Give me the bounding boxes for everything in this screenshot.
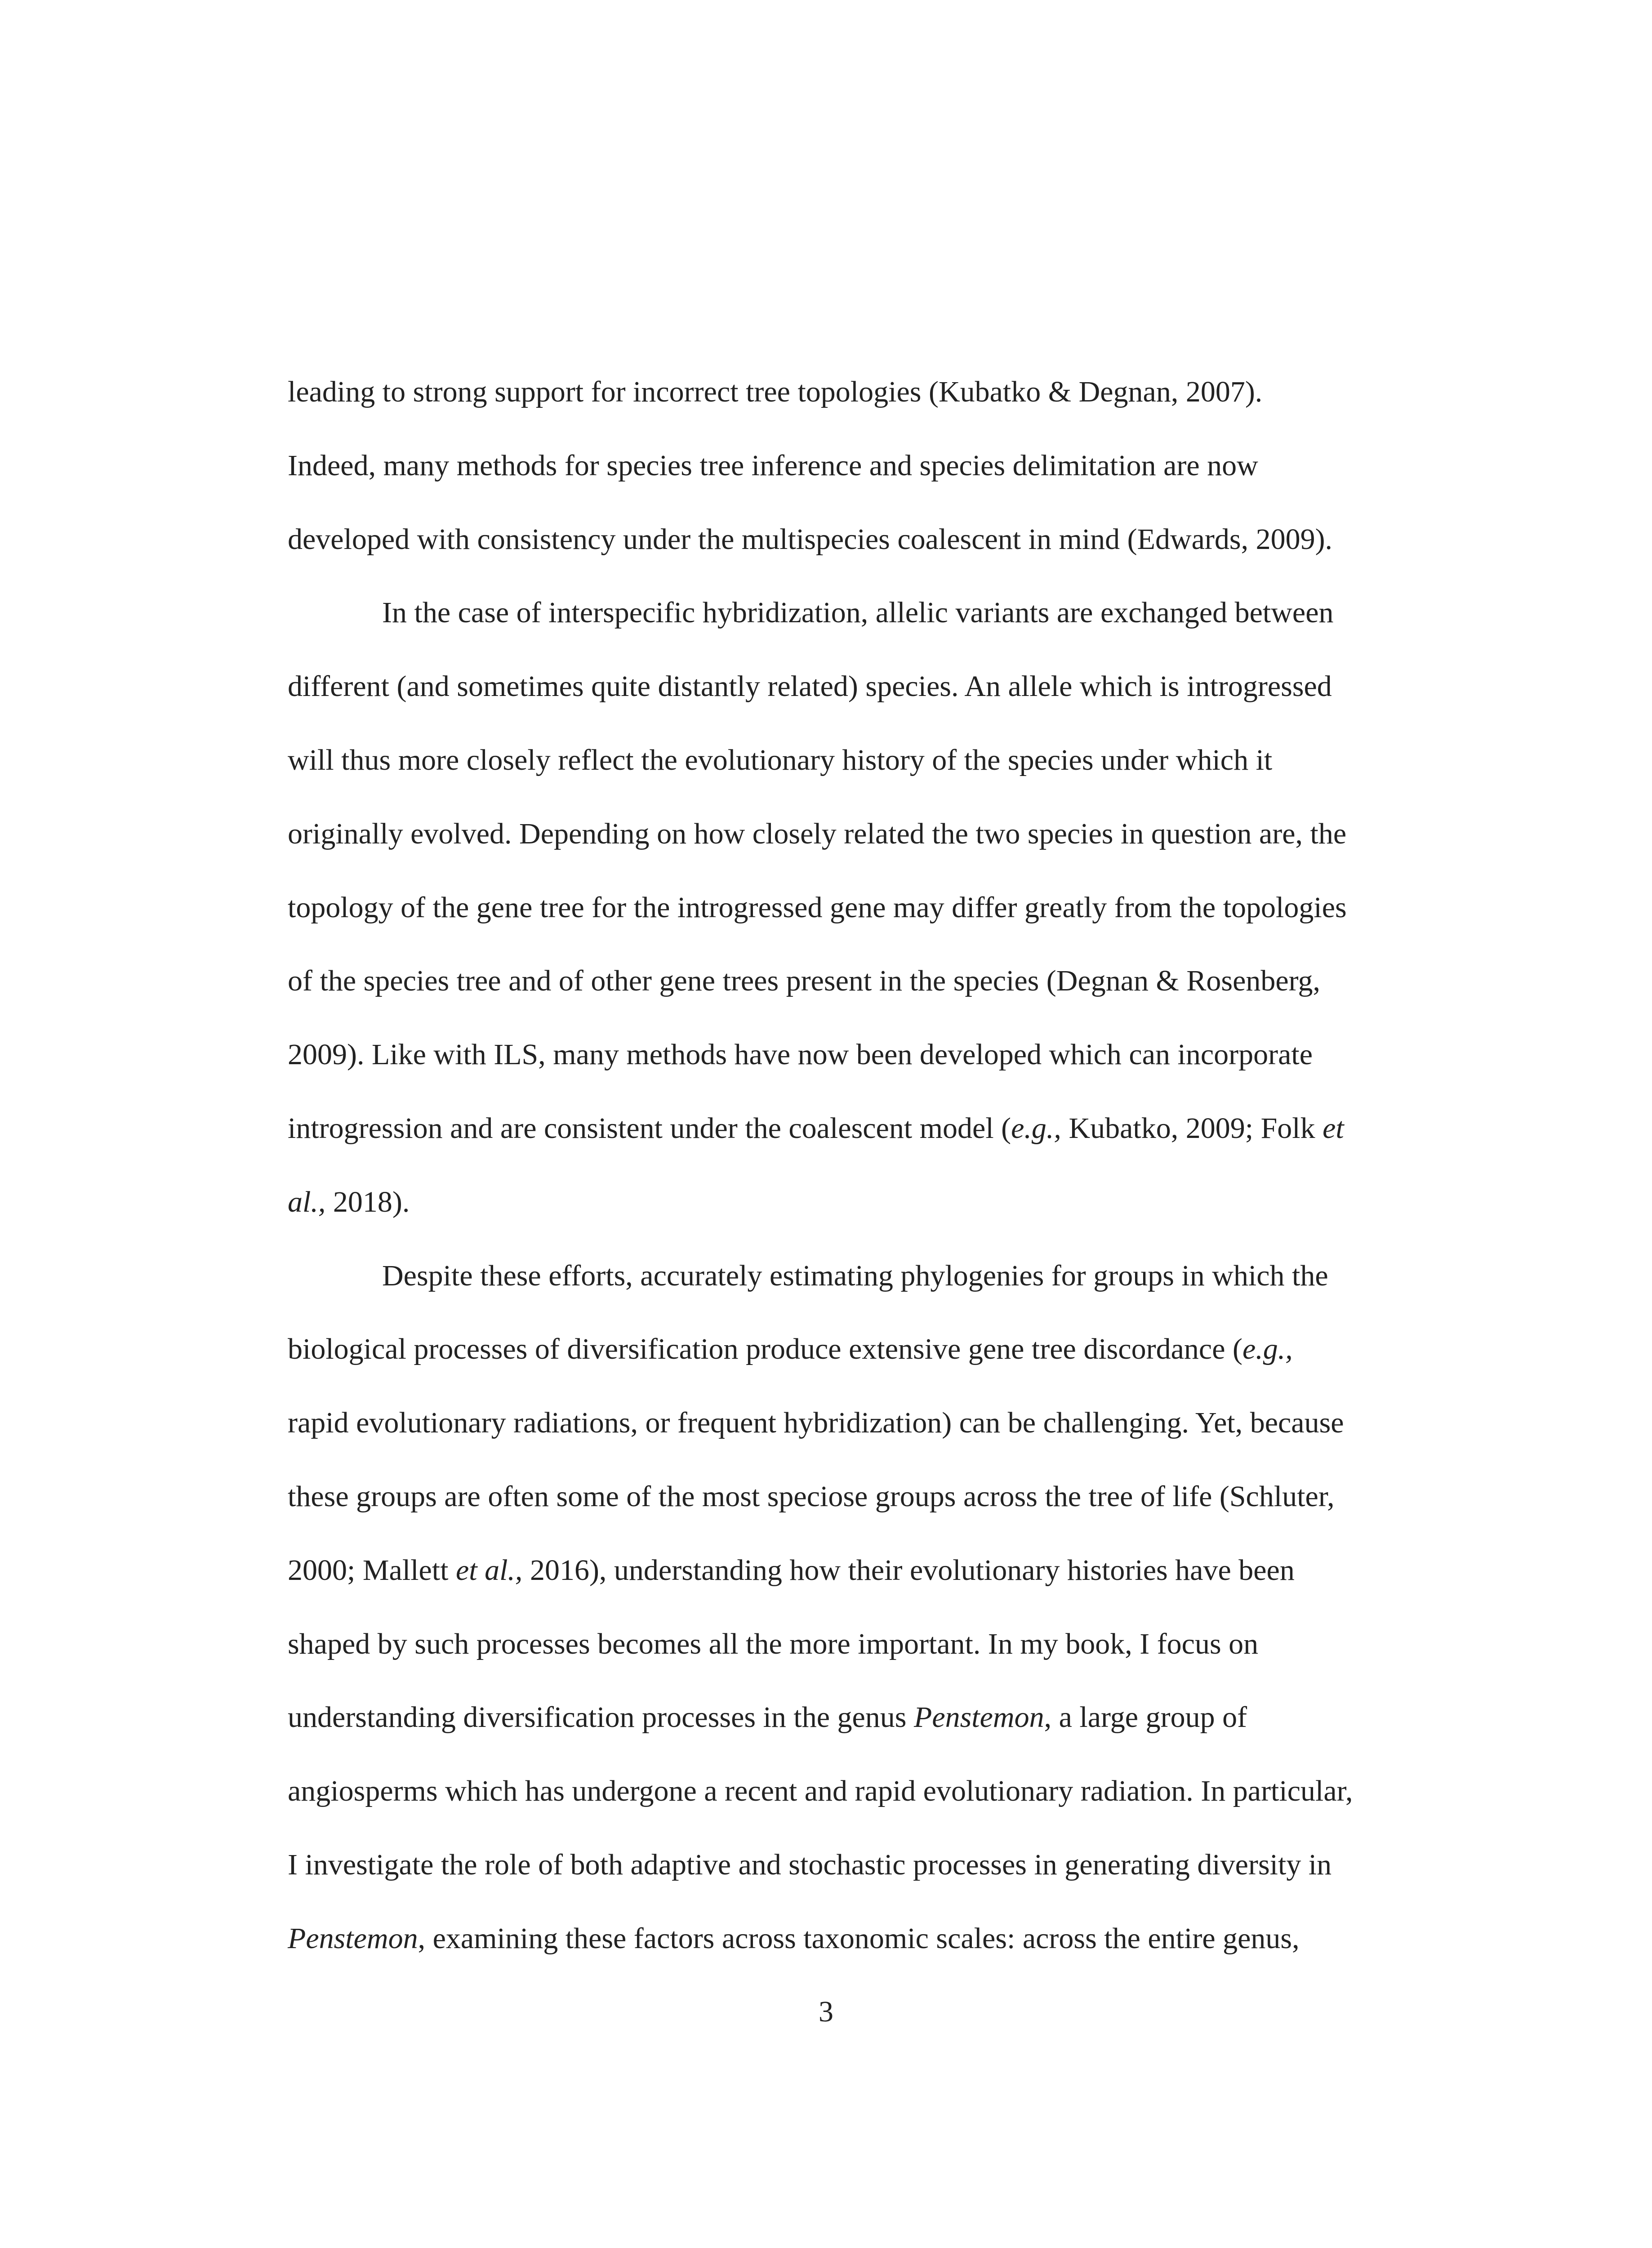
text-run: 2016), understanding how their evolutionary histories have been bbox=[522, 1553, 1295, 1587]
text-run: Indeed, many methods for species tree inference and species delimitation are now bbox=[288, 449, 1258, 482]
text-run: angiosperms which has undergone a recent and rapid evolutionary radiation. In particular, bbox=[288, 1775, 1353, 1808]
text-line bbox=[288, 797, 1452, 871]
text-run: will thus more closely reflect the evolutionary history of the species under which it bbox=[288, 743, 1273, 776]
text-line bbox=[288, 1386, 1452, 1460]
text-line bbox=[288, 944, 1452, 1018]
text-run: originally evolved. Depending on how closely related the two species in question are, the bbox=[288, 817, 1347, 850]
text-run: shaped by such processes becomes all the more important. In my book, I focus on bbox=[288, 1627, 1259, 1660]
text-run: 2000; Mallett bbox=[288, 1553, 456, 1587]
body-text bbox=[288, 355, 1452, 1976]
text-run: 2018). bbox=[325, 1185, 410, 1218]
text-line bbox=[288, 1460, 1452, 1534]
italic-text: e.g., bbox=[1011, 1111, 1061, 1145]
text-run: , examining these factors across taxonomic scales: across the entire genus, bbox=[418, 1922, 1300, 1955]
text-run: introgression and are consistent under the coalescent model ( bbox=[288, 1111, 1011, 1145]
page-number: 3 bbox=[819, 1995, 833, 2028]
italic-text: al., bbox=[288, 1185, 326, 1218]
text-line bbox=[288, 576, 1452, 650]
text-run: topology of the gene tree for the introgressed gene may differ greatly from the topologies bbox=[288, 891, 1347, 924]
text-run: 2009). Like with ILS, many methods have now been developed which can incorporate bbox=[288, 1038, 1313, 1071]
text-run: developed with consistency under the multispecies coalescent in mind (Edwards, 2009). bbox=[288, 522, 1333, 556]
italic-text: e.g., bbox=[1242, 1333, 1293, 1366]
text-line bbox=[288, 1092, 1452, 1165]
text-line bbox=[288, 1681, 1452, 1754]
text-line bbox=[288, 1828, 1452, 1902]
text-line bbox=[288, 723, 1452, 797]
text-run: these groups are often some of the most speciose groups across the tree of life (Schluter, bbox=[288, 1480, 1335, 1513]
text-run: rapid evolutionary radiations, or frequent hybridization) can be challenging. Yet, because bbox=[288, 1406, 1344, 1440]
text-run: Kubatko, 2009; Folk bbox=[1061, 1111, 1323, 1145]
text-line bbox=[288, 1534, 1452, 1607]
text-run: different (and sometimes quite distantly related) species. An allele which is introgressed bbox=[288, 670, 1332, 703]
text-line bbox=[288, 429, 1452, 503]
text-run: I investigate the role of both adaptive and stochastic processes in generating diversity in bbox=[288, 1848, 1332, 1881]
text-run: understanding diversification processes in the genus bbox=[288, 1701, 914, 1734]
text-line bbox=[288, 1312, 1452, 1386]
text-line bbox=[288, 871, 1452, 945]
text-line bbox=[288, 1018, 1452, 1092]
text-line bbox=[288, 1754, 1452, 1828]
italic-text: et bbox=[1322, 1111, 1344, 1145]
italic-text: Penstemon bbox=[914, 1701, 1044, 1734]
text-run: In the case of interspecific hybridization, allelic variants are exchanged between bbox=[382, 596, 1334, 629]
italic-text: Penstemon bbox=[288, 1922, 418, 1955]
text-line bbox=[288, 1165, 1452, 1239]
text-line bbox=[288, 650, 1452, 723]
italic-text: et al., bbox=[455, 1553, 523, 1587]
text-run: biological processes of diversification produce extensive gene tree discordance ( bbox=[288, 1333, 1242, 1366]
text-line bbox=[288, 1607, 1452, 1681]
text-line bbox=[288, 503, 1452, 576]
text-run: leading to strong support for incorrect tree topologies (Kubatko & Degnan, 2007). bbox=[288, 375, 1263, 408]
text-line bbox=[288, 1239, 1452, 1313]
text-run: , a large group of bbox=[1044, 1701, 1247, 1734]
text-line bbox=[288, 1902, 1452, 1976]
text-line bbox=[288, 355, 1452, 429]
text-run: of the species tree and of other gene trees present in the species (Degnan & Rosenberg, bbox=[288, 964, 1320, 998]
text-run: Despite these efforts, accurately estimating phylogenies for groups in which the bbox=[382, 1259, 1328, 1292]
